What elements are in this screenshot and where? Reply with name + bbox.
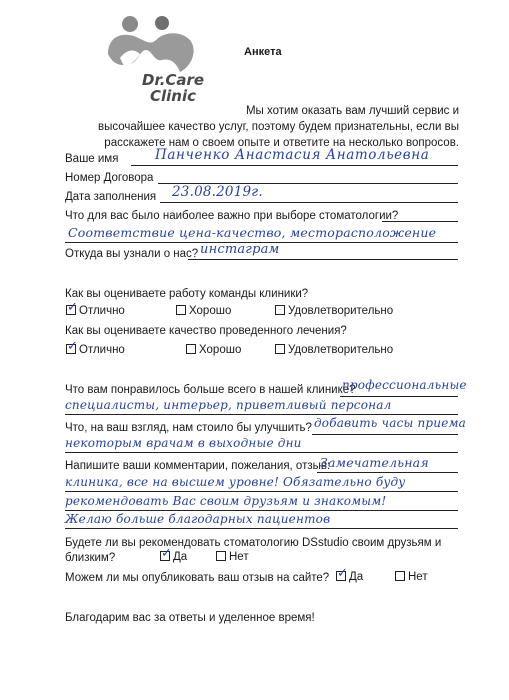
q-recommend-label-2: близким?: [65, 552, 116, 564]
q-treatment-label: Как вы оцениваете качество проведенного лечения?: [65, 325, 347, 337]
q-comments-answer-2[interactable]: клиника, все на высшем уровне! Обязательно буду: [65, 475, 406, 489]
form-title: Анкета: [244, 46, 282, 58]
checkbox-unchecked[interactable]: [395, 571, 405, 581]
q-important-answer[interactable]: Соответствие цена-качество, месторасположение: [68, 225, 437, 240]
logo-name-line2: Clinic: [150, 87, 197, 105]
q-recommend-label-1: Будете ли вы рекомендовать стоматологию DSstudio своим друзьям и: [65, 537, 442, 549]
name-label: Ваше имя: [65, 153, 119, 165]
q-liked-answer-2[interactable]: специалисты, интерьер, приветливый персонал: [65, 398, 392, 412]
q-comments-answer-4[interactable]: Желаю больше благодарных пациентов: [65, 512, 331, 526]
thanks-text: Благодарим вас за ответы и уделенное время!: [65, 612, 315, 624]
q-treatment-option-satisfactory[interactable]: Удовлетворительно: [275, 344, 393, 356]
q-source-answer[interactable]: инстаграм: [200, 242, 280, 257]
checkbox-checked[interactable]: [66, 300, 78, 315]
q-team-option-good[interactable]: Хорошо: [176, 305, 231, 317]
q-improve-underline-1: [312, 434, 458, 435]
check-mark-icon: ✓: [67, 339, 78, 354]
q-team-label: Как вы оцениваете работу команды клиники?: [65, 288, 309, 300]
q-liked-underline-1: [340, 396, 458, 397]
check-mark-icon: ✓: [67, 300, 78, 315]
date-underline: [160, 202, 458, 203]
checkbox-unchecked[interactable]: [186, 344, 196, 354]
q-team-option-excellent[interactable]: ✓ Отлично: [67, 300, 125, 317]
q-comments-answer-1[interactable]: Замечательная: [320, 455, 429, 470]
q-comments-underline-1: [317, 472, 458, 473]
q-comments-underline-2: [65, 491, 458, 492]
q-team-option-satisfactory[interactable]: Удовлетворительно: [275, 305, 393, 317]
q-improve-answer-1[interactable]: добавить часы приема: [314, 416, 467, 430]
checkbox-checked[interactable]: [160, 546, 172, 561]
checkbox-unchecked[interactable]: [216, 551, 226, 561]
checkbox-unchecked[interactable]: [275, 344, 285, 354]
checkbox-checked[interactable]: [336, 566, 348, 581]
intro-line-3: расскажете нам о своем опыте и ответите на несколько вопросов.: [104, 137, 459, 149]
q-comments-label: Напишите ваши комментарии, пожелания, отзыв:: [65, 460, 331, 472]
intro-line-2: высочайшее качество услуг, поэтому будем признательны, если вы: [97, 121, 459, 133]
q-recommend-option-no[interactable]: Нет: [216, 551, 249, 563]
name-value[interactable]: Панченко Анастасия Анатольевна: [155, 147, 430, 163]
q-recommend-option-yes[interactable]: ✓ Да: [161, 546, 188, 563]
q-liked-label: Что вам понравилось больше всего в нашей клинике?: [65, 384, 356, 396]
q-liked-answer-1[interactable]: профессиональные: [342, 378, 467, 392]
q-comments-answer-3[interactable]: рекомендовать Вас своим друзьям и знакомым!: [65, 494, 387, 508]
q-publish-option-no[interactable]: Нет: [395, 571, 428, 583]
date-value[interactable]: 23.08.2019г.: [172, 184, 263, 200]
q-improve-label: Что, на ваш взгляд, нам стоило бы улучшить?: [65, 422, 312, 434]
checkbox-unchecked[interactable]: [176, 305, 186, 315]
q-treatment-option-excellent[interactable]: ✓ Отлично: [67, 339, 125, 356]
contract-label: Номер Договора: [65, 172, 154, 184]
q-important-underline-1: [382, 221, 458, 222]
q-source-label: Откуда вы узнали о нас?: [65, 248, 199, 260]
q-improve-answer-2[interactable]: некоторым врачам в выходные дни: [65, 436, 302, 450]
date-label: Дата заполнения: [65, 191, 157, 203]
checkbox-unchecked[interactable]: [275, 305, 285, 315]
logo-name-line1: Dr.Care: [142, 71, 205, 89]
check-mark-icon: ✓: [161, 546, 172, 561]
q-liked-underline-2: [65, 414, 458, 415]
q-important-label: Что для вас было наиболее важно при выборе стоматологии?: [65, 210, 399, 222]
q-improve-underline-2: [65, 452, 458, 453]
q-publish-option-yes[interactable]: ✓ Да: [337, 566, 364, 583]
intro-line-1: Мы хотим оказать вам лучший сервис и: [245, 105, 459, 117]
q-treatment-option-good[interactable]: Хорошо: [186, 344, 241, 356]
clinic-logo: [100, 10, 210, 105]
checkbox-checked[interactable]: [66, 339, 78, 354]
q-source-underline: [188, 259, 458, 260]
check-mark-icon: ✓: [337, 566, 348, 581]
name-underline: [131, 165, 458, 166]
q-publish-label: Можем ли мы опубликовать ваш отзыв на сайте?: [65, 572, 330, 584]
q-comments-underline-4: [65, 528, 458, 529]
tooth-logo-icon: [100, 10, 210, 80]
q-comments-underline-3: [65, 510, 458, 511]
